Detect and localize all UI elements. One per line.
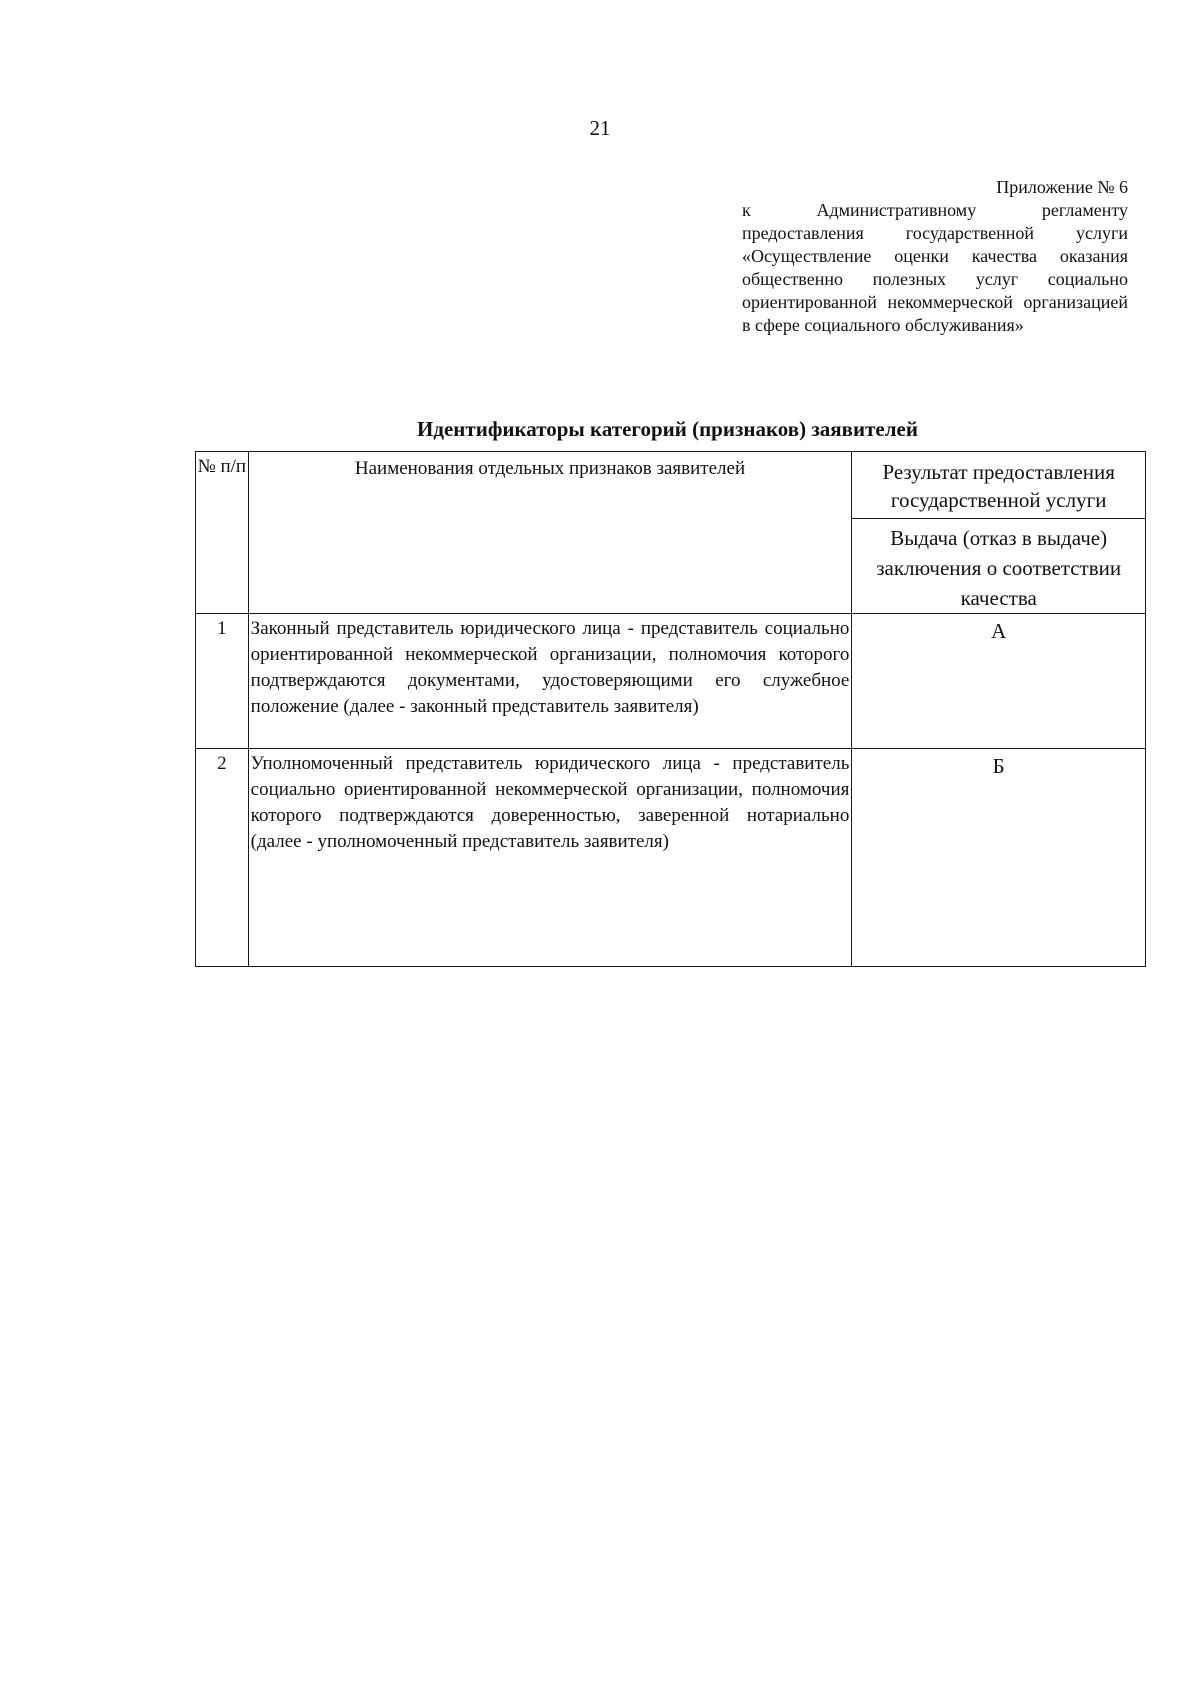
table-row <box>196 614 1146 749</box>
page-number: 21 <box>589 116 611 140</box>
appendix-body: к Административному регламенту предоставления государственной услуги «Осуществление оценки качества оказания общественно полезных услуг социально ориентированной некоммерческой организацией в сфере социального обслуживания» <box>742 200 1128 335</box>
row-description: Уполномоченный представитель юридического лица - представитель социально ориентированной некоммерческой организации, полномочия которого подтверждаются доверенностью, заверенной нотариально (далее - уполномоченный представитель заявителя) <box>248 749 852 967</box>
document-title: Идентификаторы категорий (признаков) заявителей <box>417 417 918 441</box>
row-number: 1 <box>196 614 249 749</box>
applicant-categories-table <box>195 451 1146 967</box>
appendix-number: Приложение № 6 <box>996 177 1128 197</box>
appendix-header <box>742 176 1128 337</box>
header-name: Наименования отдельных признаков заявителей <box>248 452 852 614</box>
row-description: Законный представитель юридического лица - представитель социально ориентированной некоммерческой организации, полномочия которого подтверждаются документами, удостоверяющими его служебное положение (далее - законный представитель заявителя) <box>248 614 852 749</box>
row-result-value: А <box>852 614 1146 749</box>
table-header-row <box>196 452 1146 519</box>
header-number: № п/п <box>196 452 249 614</box>
row-number: 2 <box>196 749 249 967</box>
table-row <box>196 749 1146 967</box>
header-result: Результат предоставления государственной услуги <box>852 452 1146 519</box>
header-result-sub: Выдача (отказ в выдаче) заключения о соответствии качества <box>852 519 1146 614</box>
row-result-value: Б <box>852 749 1146 967</box>
